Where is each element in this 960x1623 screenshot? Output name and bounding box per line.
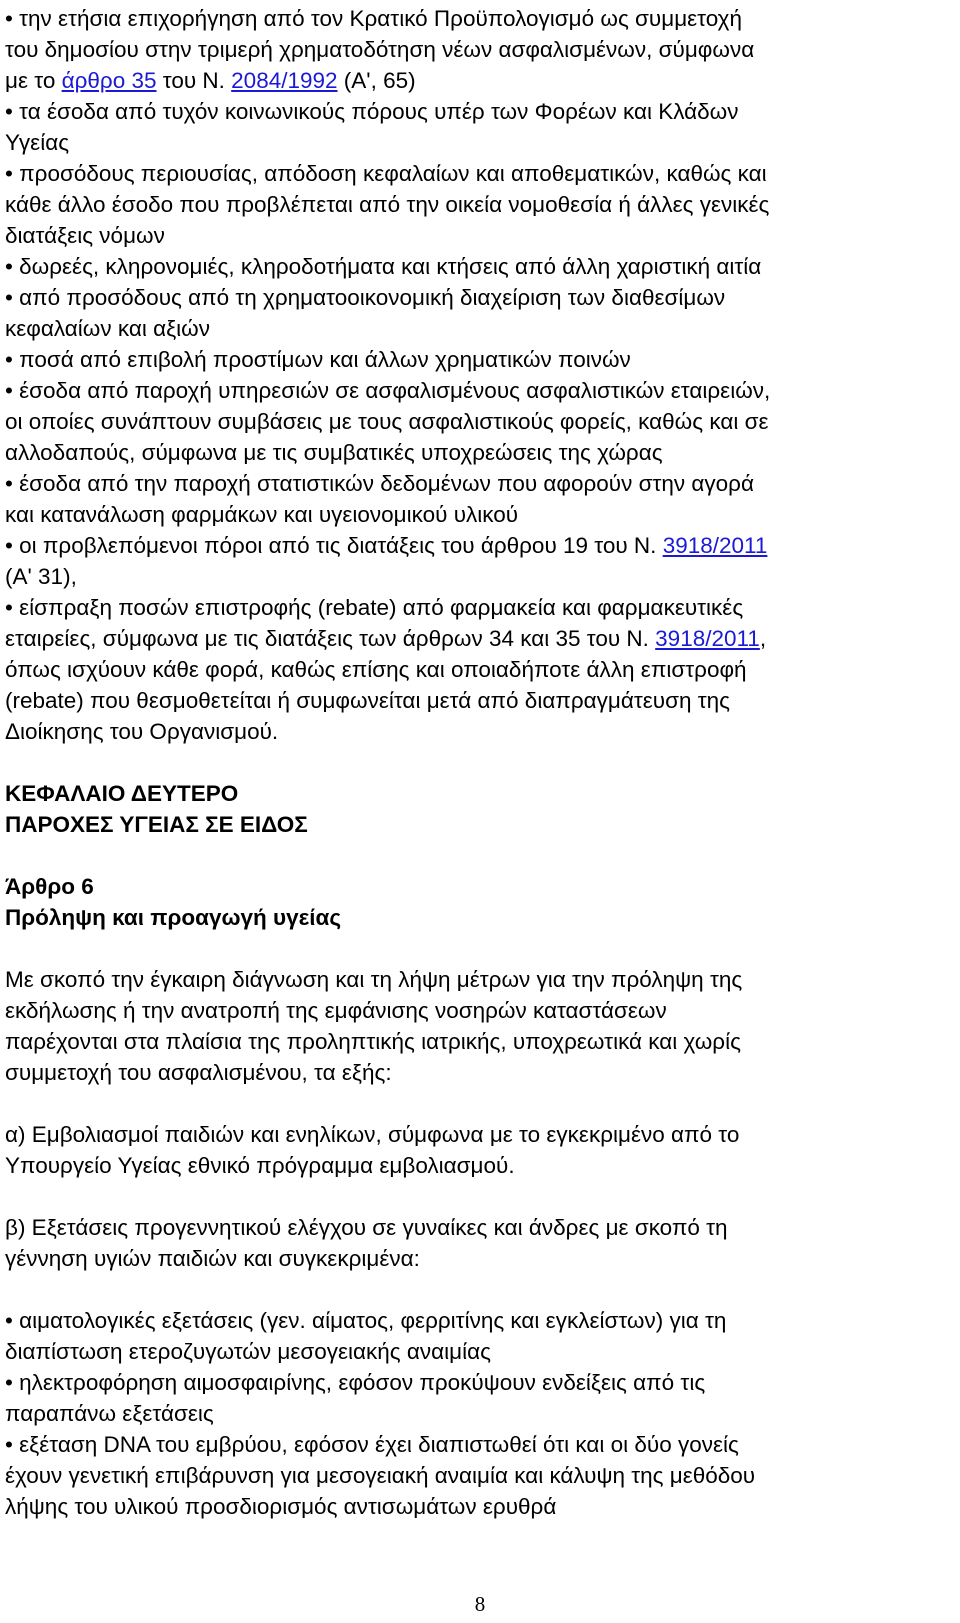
text-line (5, 189, 769, 220)
text-run: • έσοδα από την παροχή στατιστικών δεδομένων που αφορούν στην αγορά (5, 471, 754, 496)
text-line (5, 1150, 515, 1181)
text-line (5, 65, 416, 96)
text-run: (Α' 31), (5, 564, 77, 589)
text-line (5, 1491, 556, 1522)
text-line (5, 623, 766, 654)
text-run: γέννηση υγιών παιδιών και συγκεκριμένα: (5, 1246, 420, 1271)
text-line (5, 158, 767, 189)
text-line (5, 437, 663, 468)
text-line (5, 34, 754, 65)
text-run: • προσόδους περιουσίας, απόδοση κεφαλαίων και αποθεματικών, καθώς και (5, 161, 767, 186)
text-line (5, 1460, 755, 1491)
text-line (5, 96, 738, 127)
text-run: Άρθρο 6 (5, 874, 94, 899)
text-run: • οι προβλεπόμενοι πόροι από τις διατάξεις του άρθρου 19 του Ν. (5, 533, 663, 558)
text-run: παρέχονται στα πλαίσια της προληπτικής ιατρικής, υποχρεωτικά και χωρίς (5, 1029, 741, 1054)
text-run: και κατανάλωση φαρμάκων και υγειονομικού υλικού (5, 502, 519, 527)
text-run: εταιρείες, σύμφωνα με τις διατάξεις των άρθρων 34 και 35 του Ν. (5, 626, 656, 651)
text-line (5, 127, 69, 158)
section-heading (5, 902, 341, 933)
text-line (5, 1057, 392, 1088)
text-run: • από προσόδους από τη χρηματοοικονομική διαχείριση των διαθεσίμων (5, 285, 726, 310)
text-run: • αιματολογικές εξετάσεις (γεν. αίματος, φερριτίνης και εγκλείστων) για τη (5, 1308, 727, 1333)
text-line (5, 964, 742, 995)
text-run: Πρόληψη και προαγωγή υγείας (5, 905, 342, 930)
text-line (5, 1367, 705, 1398)
text-run: έχουν γενετική επιβάρυνση για μεσογειακή αναιμία και κάλυψη της μεθόδου (5, 1463, 756, 1488)
text-run: (Α', 65) (337, 68, 416, 93)
law-reference-link[interactable]: 3918/2011 (662, 533, 768, 558)
text-run: • ηλεκτροφόρηση αιμοσφαιρίνης, εφόσον προκύψουν ενδείξεις από τις (5, 1370, 706, 1395)
text-line (5, 1026, 741, 1057)
text-run: Με σκοπό την έγκαιρη διάγνωση και τη λήψη μέτρων για την πρόληψη της (5, 967, 743, 992)
text-run: παραπάνω εξετάσεις (5, 1401, 214, 1426)
text-run: του δημοσίου στην τριμερή χρηματοδότηση νέων ασφαλισμένων, σύμφωνα (5, 37, 755, 62)
text-line (5, 220, 165, 251)
text-run: • την ετήσια επιχορήγηση από τον Κρατικό Προϋπολογισμό ως συμμετοχή (5, 6, 742, 31)
text-run: Υπουργείο Υγείας εθνικό πρόγραμμα εμβολιασμού. (5, 1153, 515, 1178)
text-run: Υγείας (5, 130, 70, 155)
text-run: • έσοδα από παροχή υπηρεσιών σε ασφαλισμένους ασφαλιστικών εταιρειών, (5, 378, 771, 403)
text-line (5, 1429, 739, 1460)
text-line (5, 1398, 214, 1429)
text-line (5, 313, 210, 344)
text-line (5, 716, 278, 747)
text-line (5, 995, 667, 1026)
text-run: διαπίστωση ετεροζυγωτών μεσογειακής αναιμίας (5, 1339, 491, 1364)
text-run: • εξέταση DNA του εμβρύου, εφόσον έχει διαπιστωθεί ότι και οι δύο γονείς (5, 1432, 739, 1457)
text-run: κάθε άλλο έσοδο που προβλέπεται από την οικεία νομοθεσία ή άλλες γενικές (5, 192, 770, 217)
text-run: αλλοδαπούς, σύμφωνα με τις συμβατικές υποχρεώσεις της χώρας (5, 440, 663, 465)
text-line (5, 3, 742, 34)
text-run: • δωρεές, κληρονομιές, κληροδοτήματα και κτήσεις από άλλη χαριστική αιτία (5, 254, 762, 279)
text-line (5, 1212, 728, 1243)
text-line (5, 344, 631, 375)
text-run: • τα έσοδα από τυχόν κοινωνικούς πόρους υπέρ των Φορέων και Κλάδων (5, 99, 739, 124)
text-line (5, 499, 518, 530)
text-line (5, 1119, 739, 1150)
text-line (5, 251, 761, 282)
text-line (5, 406, 769, 437)
section-heading (5, 778, 238, 809)
section-heading (5, 871, 94, 902)
text-run: συμμετοχή του ασφαλισμένου, τα εξής: (5, 1060, 392, 1085)
text-run: ΚΕΦΑΛΑΙΟ ΔΕΥΤΕΡΟ (5, 781, 239, 806)
text-run: (rebate) που θεσμοθετείται ή συμφωνείται μετά από διαπραγμάτευση της (5, 688, 731, 713)
text-run: , (759, 626, 767, 651)
text-run: όπως ισχύουν κάθε φορά, καθώς επίσης και οποιαδήποτε άλλη επιστροφή (5, 657, 747, 682)
text-line (5, 375, 770, 406)
law-reference-link[interactable]: 3918/2011 (655, 626, 760, 651)
law-reference-link[interactable]: άρθρο 35 (61, 68, 157, 93)
text-run: οι οποίες συνάπτουν συμβάσεις με τους ασφαλιστικούς φορείς, καθώς και σε (5, 409, 769, 434)
text-run: α) Εμβολιασμοί παιδιών και ενηλίκων, σύμφωνα με το εγκεκριμένο από το (5, 1122, 740, 1147)
text-run: • ποσά από επιβολή προστίμων και άλλων χρηματικών ποινών (5, 347, 631, 372)
text-line (5, 592, 743, 623)
text-line (5, 654, 747, 685)
text-run: του Ν. (156, 68, 232, 93)
text-line (5, 468, 754, 499)
text-run: εκδήλωσης ή την ανατροπή της εμφάνισης νοσηρών καταστάσεων (5, 998, 667, 1023)
page-number: 8 (474, 1592, 486, 1616)
text-line (5, 530, 767, 561)
text-run: λήψης του υλικού προσδιορισμός αντισωμάτων ερυθρά (5, 1494, 557, 1519)
text-line (5, 561, 77, 592)
text-run: β) Εξετάσεις προγεννητικού ελέγχου σε γυναίκες και άνδρες με σκοπό τη (5, 1215, 728, 1240)
text-line (5, 1243, 420, 1274)
text-line (5, 1336, 491, 1367)
text-run: ΠΑΡΟΧΕΣ ΥΓΕΙΑΣ ΣΕ ΕΙΔΟΣ (5, 812, 308, 837)
text-run: διατάξεις νόμων (5, 223, 165, 248)
text-run: • είσπραξη ποσών επιστροφής (rebate) από φαρμακεία και φαρμακευτικές (5, 595, 744, 620)
text-run: Διοίκησης του Οργανισμού. (5, 719, 279, 744)
text-line (5, 1305, 726, 1336)
section-heading (5, 809, 308, 840)
text-run: με το (5, 68, 62, 93)
text-run: κεφαλαίων και αξιών (5, 316, 210, 341)
text-line (5, 685, 730, 716)
text-line (5, 282, 725, 313)
law-reference-link[interactable]: 2084/1992 (231, 68, 338, 93)
